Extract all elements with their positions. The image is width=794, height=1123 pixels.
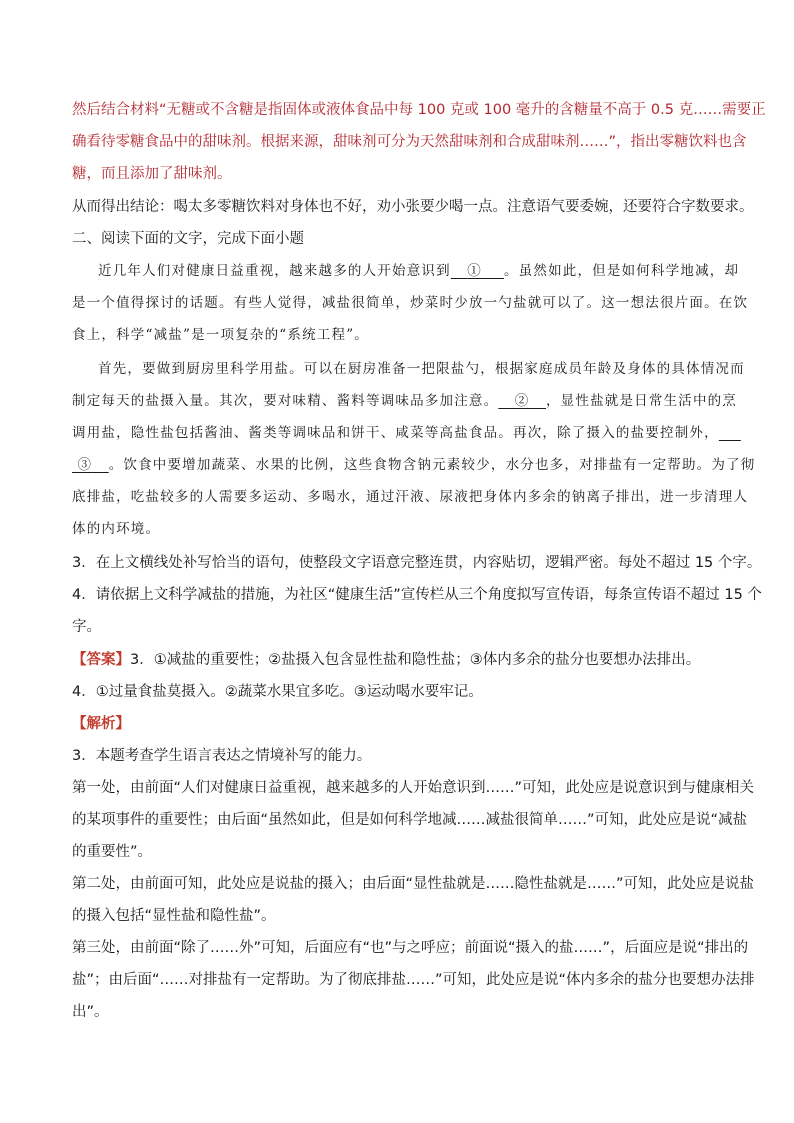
passage-line: 底排盐，吃盐较多的人需要多运动、多喝水，通过汗液、尿液把身体内多余的钠离子排出，进一步清理人 [72, 489, 749, 505]
analysis-line: 盐”；由后面“……对排盐有一定帮助。为了彻底排盐……”可知，此处应是说“体内多余的盐分也要想办法排 [72, 972, 755, 988]
section-title: 二、阅读下面的文字，完成下面小题 [72, 231, 304, 247]
analysis-line: 3．本题考查学生语言表达之情境补写的能力。 [72, 748, 372, 764]
analysis-line: 第二处，由前面可知，此处应是说盐的摄入；由后面“显性盐就是……隐性盐就是……”可知，此处应是说盐 [72, 876, 755, 892]
passage-line: 食上，科学“减盐”是一项复杂的“系统工程”。 [72, 327, 370, 343]
text-line: 从而得出结论：喝太多零糖饮料对身体也不好，劝小张要少喝一点。注意语气要委婉，还要符合字数要求。 [72, 199, 754, 215]
passage-line [72, 261, 740, 281]
blank-1: ① [467, 263, 482, 279]
text-line: 糖，而且添加了甜味剂。 [72, 166, 232, 182]
blank-3: ③ [77, 457, 93, 473]
question-4-cont: 字。 [72, 619, 101, 635]
passage-text: 。虽然如此，但是如何科学地减，却 [503, 263, 740, 279]
answer-4: 4．①过量食盐莫摄入。②蔬菜水果宜多吃。③运动喝水要牢记。 [72, 684, 483, 700]
passage-line [72, 423, 732, 443]
text-line: 然后结合材料“无糖或不含糖是指固体或液体食品中每 100 克或 100 毫升的含糖量不高于 0.5 克……需要正 [72, 102, 766, 118]
blank-3-start [719, 425, 741, 441]
answer-3: 3．①减盐的重要性；②盐摄入包含显性盐和隐性盐；③体内多余的盐分也要想办法排出。 [130, 652, 701, 668]
passage-line: 首先，要做到厨房里科学用盐。可以在厨房准备一把限盐勺，根据家庭成员年龄及身体的具体情况而 [98, 361, 745, 377]
passage-line: 体的内环境。 [72, 521, 161, 537]
passage-text: 近几年人们对健康日益重视，越来越多的人开始意识到 [98, 263, 451, 279]
blank-2: ② [514, 393, 530, 409]
passage-text: 调用盐，隐性盐包括酱油、酱类等调味品和饼干、咸菜等高盐食品。再次，除了摄入的盐要控制外， [72, 425, 719, 441]
analysis-tag-line [72, 714, 732, 734]
passage-text: ，显性盐就是日常生活中的烹 [545, 393, 738, 409]
analysis-line: 第一处，由前面“人们对健康日益重视，越来越多的人开始意识到……”可知，此处应是说意识到与健康相关 [72, 780, 755, 796]
passage-line [72, 391, 738, 411]
passage-line: 是一个值得探讨的话题。有些人觉得，减盐很简单，炒菜时少放一勺盐就可以了。这一想法很片面。在饮 [72, 295, 749, 311]
analysis-tag: 【解析】 [72, 716, 130, 732]
text-line: 确看待零糖食品中的甜味剂。根据来源，甜味剂可分为天然甜味剂和合成甜味剂……”，指出零糖饮料也含 [72, 134, 747, 150]
analysis-line: 出”。 [72, 1004, 109, 1020]
question-4: 4．请依据上文科学减盐的措施，为社区“健康生活”宣传栏从三个角度拟写宣传语，每条宣传语不超过 15 个 [72, 587, 762, 603]
analysis-line: 的某项事件的重要性；由后面“虽然如此，但是如何科学地减……减盐很简单……”可知，此处应是说“减盐 [72, 812, 748, 828]
answer-line [72, 650, 732, 670]
analysis-line: 的摄入包括“显性盐和隐性盐”。 [72, 908, 276, 924]
passage-text: 制定每天的盐摄入量。其次，要对味精、酱料等调味品多加注意。 [72, 393, 499, 409]
passage-text: 。饮食中要增加蔬菜、水果的比例，这些食物含钠元素较少，水分也多，对排盐有一定帮助。为了彻 [108, 457, 756, 473]
analysis-line: 的重要性”。 [72, 844, 153, 860]
answer-tag: 【答案】 [72, 652, 130, 668]
question-3: 3．在上文横线处补写恰当的语句，使整段文字语意完整连贯，内容贴切，逻辑严密。每处不超过 15 个字。 [72, 555, 762, 571]
analysis-line: 第三处，由前面“除了……外”可知，后面应有“也”与之呼应；前面说“摄入的盐……”，后面应是说“排出的 [72, 940, 749, 956]
passage-line [72, 455, 756, 475]
